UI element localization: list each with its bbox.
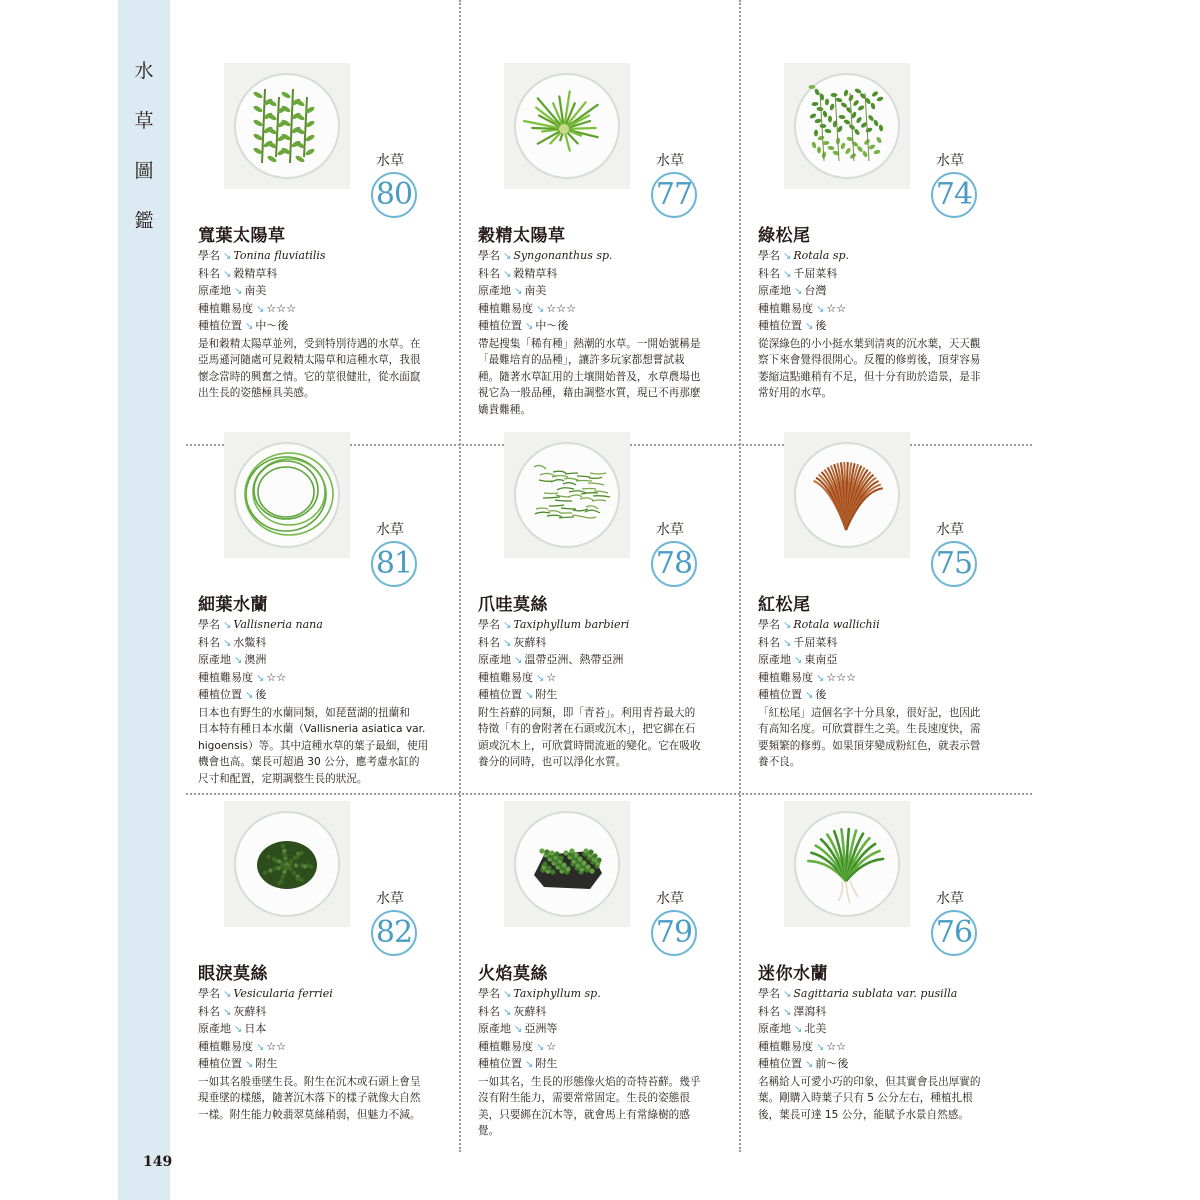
arrow-icon: ↘ bbox=[234, 286, 243, 297]
info-value: ☆☆☆ bbox=[826, 670, 856, 684]
plant-name: 綠松尾 bbox=[758, 226, 811, 246]
info-row bbox=[478, 301, 726, 319]
info-value: Rotala sp. bbox=[793, 249, 850, 262]
arrow-icon: ↘ bbox=[783, 268, 792, 280]
info-row bbox=[198, 1021, 446, 1039]
description-line: 視它為一般品種，藉由調整水質，現已不再那麼 bbox=[478, 387, 701, 399]
info-value: 附生 bbox=[255, 1057, 278, 1070]
red-feather-plant-icon bbox=[784, 432, 910, 558]
description-line: 亞馬遜河隨處可見穀精太陽草和這種水草，我很 bbox=[198, 354, 421, 366]
info-label: 學名 bbox=[478, 987, 500, 1000]
info-label: 原產地 bbox=[478, 1022, 511, 1035]
plant-name: 火焰莫絲 bbox=[478, 964, 548, 984]
info-value: ☆☆ bbox=[266, 1039, 287, 1053]
info-row bbox=[198, 1056, 446, 1074]
arrow-icon: ↘ bbox=[805, 321, 814, 332]
info-label: 科名 bbox=[478, 1004, 500, 1018]
plant-photo bbox=[504, 63, 630, 189]
info-value: 台灣 bbox=[804, 284, 827, 297]
description-line: 現垂墜的樣態，隨著沉木落下的樣子就像大自然 bbox=[198, 1092, 421, 1104]
plant-name: 迷你水蘭 bbox=[758, 964, 828, 984]
description-line: 養不良。 bbox=[758, 756, 801, 768]
info-row bbox=[758, 670, 1006, 688]
category-tag: 水草 bbox=[376, 153, 404, 169]
info-value: 灰蘚科 bbox=[513, 635, 547, 649]
arrow-icon: ↘ bbox=[503, 620, 512, 631]
description-line: 頭或沉木上，可欣賞時間流逝的變化。它在吸收 bbox=[478, 739, 701, 752]
info-value: ☆☆☆ bbox=[266, 301, 296, 315]
arrow-icon: ↘ bbox=[783, 989, 792, 1000]
arrow-icon: ↘ bbox=[503, 989, 512, 1000]
plant-name: 紅松尾 bbox=[758, 595, 811, 615]
info-value: 灰蘚科 bbox=[513, 1004, 547, 1018]
info-value: 附生 bbox=[535, 688, 558, 701]
info-label: 學名 bbox=[478, 618, 500, 631]
arrow-icon: ↘ bbox=[805, 690, 814, 701]
info-value: Taxiphyllum barbieri bbox=[513, 618, 630, 631]
info-value: 中～後 bbox=[255, 319, 289, 332]
plant-number: 82 bbox=[371, 910, 417, 956]
info-value: 千屈菜科 bbox=[793, 635, 838, 649]
info-label: 學名 bbox=[758, 249, 780, 262]
arrow-icon: ↘ bbox=[783, 637, 792, 649]
arrow-icon: ↘ bbox=[234, 655, 243, 666]
info-label: 種植位置 bbox=[758, 319, 802, 332]
arrow-icon: ↘ bbox=[256, 303, 265, 315]
plant-name: 爪哇莫絲 bbox=[478, 595, 548, 615]
info-label: 科名 bbox=[758, 1004, 780, 1018]
page-number: 149 bbox=[143, 1154, 173, 1170]
info-label: 科名 bbox=[758, 266, 780, 280]
arrow-icon: ↘ bbox=[525, 321, 534, 332]
plant-number: 78 bbox=[651, 541, 697, 587]
info-value: ☆ bbox=[546, 670, 557, 684]
description-line: 日本也有野生的水蘭同類，如琵琶湖的扭蘭和 bbox=[198, 706, 410, 719]
arrow-icon: ↘ bbox=[223, 251, 232, 262]
arrow-icon: ↘ bbox=[816, 672, 825, 684]
info-row bbox=[758, 266, 1006, 284]
info-row bbox=[198, 283, 446, 301]
category-tag: 水草 bbox=[936, 153, 964, 169]
arrow-icon: ↘ bbox=[503, 268, 512, 280]
plant-info bbox=[478, 986, 726, 1140]
info-value: 穀精草科 bbox=[513, 266, 558, 280]
info-label: 種植難易度 bbox=[198, 301, 253, 315]
arrow-icon: ↘ bbox=[805, 1059, 814, 1070]
info-value: Syngonanthus sp. bbox=[513, 249, 613, 262]
arrow-icon: ↘ bbox=[234, 1024, 243, 1035]
info-row bbox=[758, 1021, 1006, 1039]
info-row bbox=[478, 986, 726, 1004]
info-label: 學名 bbox=[478, 249, 500, 262]
arrow-icon: ↘ bbox=[525, 1059, 534, 1070]
category-tag: 水草 bbox=[656, 891, 684, 907]
description-line: 附生苔蘚的同類，即「青苔」。利用青苔最大的 bbox=[478, 706, 696, 719]
plant-name: 眼淚莫絲 bbox=[198, 964, 268, 984]
info-label: 種植難易度 bbox=[198, 670, 253, 684]
arrow-icon: ↘ bbox=[514, 286, 523, 297]
chapter-title-char: 草 bbox=[134, 110, 154, 132]
info-label: 原產地 bbox=[198, 653, 231, 666]
info-label: 原產地 bbox=[758, 1022, 791, 1035]
description-line: 葉。剛購入時葉子只有 5 公分左右，種植扎根 bbox=[758, 1092, 973, 1104]
info-row bbox=[758, 617, 1006, 635]
info-row bbox=[478, 1021, 726, 1039]
info-row bbox=[758, 1004, 1006, 1022]
info-value: 後 bbox=[815, 319, 827, 332]
info-label: 種植位置 bbox=[478, 319, 522, 332]
arrow-icon: ↘ bbox=[223, 637, 232, 649]
info-value: 千屈菜科 bbox=[793, 266, 838, 280]
info-label: 原產地 bbox=[478, 284, 511, 297]
info-label: 種植位置 bbox=[198, 319, 242, 332]
info-row bbox=[478, 687, 726, 705]
info-label: 科名 bbox=[478, 635, 500, 649]
info-row bbox=[758, 687, 1006, 705]
info-label: 科名 bbox=[198, 635, 220, 649]
arrow-icon: ↘ bbox=[536, 303, 545, 315]
info-row bbox=[478, 1056, 726, 1074]
info-label: 科名 bbox=[198, 1004, 220, 1018]
info-row bbox=[198, 986, 446, 1004]
description-line: 萎縮這點雖稍有不足，但十分有助於造景，是非 bbox=[758, 370, 981, 383]
info-row bbox=[198, 248, 446, 266]
plant-photo bbox=[784, 801, 910, 927]
description-line: 後，葉長可達 15 公分，能賦予水景自然感。 bbox=[758, 1108, 969, 1121]
info-value: 附生 bbox=[535, 1057, 558, 1070]
description-line: 常好用的水草。 bbox=[758, 387, 833, 399]
category-tag: 水草 bbox=[376, 522, 404, 538]
arrow-icon: ↘ bbox=[783, 1006, 792, 1018]
plant-number: 75 bbox=[931, 541, 977, 587]
plant-photo bbox=[504, 801, 630, 927]
info-row bbox=[478, 283, 726, 301]
plant-photo bbox=[224, 63, 350, 189]
grass-tuft-plant-icon bbox=[784, 801, 910, 927]
arrow-icon: ↘ bbox=[536, 672, 545, 684]
description-line: 日本特有種日本水蘭（Vallisneria asiatica var. bbox=[198, 723, 426, 735]
info-value: ☆☆☆ bbox=[546, 301, 576, 315]
info-value: 水鱉科 bbox=[233, 635, 267, 649]
info-value: Tonina fluviatilis bbox=[233, 249, 326, 262]
info-value: ☆☆ bbox=[266, 670, 287, 684]
arrow-icon: ↘ bbox=[245, 1059, 254, 1070]
info-label: 種植位置 bbox=[478, 688, 522, 701]
description-line: 特徵「有的會附著在石頭或沉木」，把它綁在石 bbox=[478, 723, 696, 735]
info-row bbox=[198, 1004, 446, 1022]
info-value: 澤瀉科 bbox=[793, 1004, 827, 1018]
info-row bbox=[478, 635, 726, 653]
info-label: 種植難易度 bbox=[478, 301, 533, 315]
plant-photo bbox=[784, 63, 910, 189]
info-row bbox=[758, 301, 1006, 319]
info-label: 科名 bbox=[198, 266, 220, 280]
plant-info bbox=[198, 986, 446, 1123]
plant-info bbox=[758, 248, 1006, 402]
category-tag: 水草 bbox=[656, 522, 684, 538]
plant-info bbox=[758, 986, 1006, 1123]
plant-number: 74 bbox=[931, 172, 977, 218]
info-row bbox=[478, 266, 726, 284]
info-value: 後 bbox=[815, 688, 827, 701]
arrow-icon: ↘ bbox=[783, 251, 792, 262]
info-label: 種植難易度 bbox=[198, 1039, 253, 1053]
bushy-stem-plant-icon bbox=[784, 63, 910, 189]
description-line: 有高知名度。可欣賞群生之美。生長速度快，需 bbox=[758, 723, 981, 735]
info-label: 學名 bbox=[758, 987, 780, 1000]
category-tag: 水草 bbox=[376, 891, 404, 907]
info-label: 種植難易度 bbox=[758, 1039, 813, 1053]
info-value: 北美 bbox=[804, 1022, 827, 1035]
info-value: 日本 bbox=[244, 1022, 267, 1035]
description-line: 嬌貴難種。 bbox=[478, 403, 531, 416]
column-divider bbox=[459, 0, 461, 1152]
moss-ball-icon bbox=[224, 801, 350, 927]
description-line: 從深綠色的小小挺水葉到清爽的沉水葉，天天觀 bbox=[758, 337, 981, 350]
plant-photo bbox=[784, 432, 910, 558]
info-row bbox=[198, 1039, 446, 1057]
chapter-title-char: 圖 bbox=[134, 160, 154, 182]
description-line: 一樣。附生能力較翡翠莫絲稍弱，但魅力不減。 bbox=[198, 1108, 421, 1121]
info-row bbox=[758, 635, 1006, 653]
info-value: ☆☆ bbox=[826, 1039, 847, 1053]
plant-info bbox=[478, 248, 726, 418]
plant-name: 寬葉太陽草 bbox=[198, 226, 286, 246]
info-value: 前～後 bbox=[815, 1057, 849, 1070]
description-line: 帶起搜集「稀有種」熱潮的水草。一開始號稱是 bbox=[478, 337, 701, 350]
info-label: 原產地 bbox=[198, 284, 231, 297]
arrow-icon: ↘ bbox=[783, 620, 792, 631]
coiled-grass-plant-icon bbox=[224, 432, 350, 558]
info-label: 學名 bbox=[198, 618, 220, 631]
info-value: Vesicularia ferriei bbox=[233, 987, 333, 1000]
info-row bbox=[478, 318, 726, 336]
arrow-icon: ↘ bbox=[223, 268, 232, 280]
upright-stem-plant-icon bbox=[224, 63, 350, 189]
arrow-icon: ↘ bbox=[514, 655, 523, 666]
info-value: ☆☆ bbox=[826, 301, 847, 315]
info-value: 後 bbox=[255, 688, 267, 701]
info-row bbox=[478, 670, 726, 688]
description-line: 懷念當時的興奮之情。它的莖很健壯，從水面竄 bbox=[198, 370, 421, 383]
description-line: 養分的同時，也可以淨化水質。 bbox=[478, 756, 627, 768]
description-line: 美，只要綁在沉木等，就會馬上有常綠樹的感 bbox=[478, 1108, 690, 1121]
info-label: 學名 bbox=[198, 249, 220, 262]
info-row bbox=[758, 318, 1006, 336]
info-row bbox=[478, 248, 726, 266]
arrow-icon: ↘ bbox=[794, 286, 803, 297]
info-row bbox=[478, 617, 726, 635]
info-value: Rotala wallichii bbox=[793, 618, 880, 631]
info-label: 學名 bbox=[758, 618, 780, 631]
arrow-icon: ↘ bbox=[536, 1041, 545, 1053]
arrow-icon: ↘ bbox=[514, 1024, 523, 1035]
description-line: 出生長的姿態極具美感。 bbox=[198, 387, 315, 399]
plant-photo bbox=[224, 801, 350, 927]
info-row bbox=[198, 301, 446, 319]
row-divider bbox=[186, 793, 1032, 795]
arrow-icon: ↘ bbox=[256, 672, 265, 684]
info-row bbox=[478, 1004, 726, 1022]
arrow-icon: ↘ bbox=[816, 303, 825, 315]
arrow-icon: ↘ bbox=[223, 1006, 232, 1018]
plant-info bbox=[198, 248, 446, 402]
description-line: 機會也高。葉長可超過 30 公分，應考慮水缸的 bbox=[198, 756, 420, 768]
arrow-icon: ↘ bbox=[256, 1041, 265, 1053]
info-label: 原產地 bbox=[478, 653, 511, 666]
info-label: 種植難易度 bbox=[478, 1039, 533, 1053]
category-tag: 水草 bbox=[936, 522, 964, 538]
loose-moss-icon bbox=[504, 432, 630, 558]
info-row bbox=[198, 652, 446, 670]
arrow-icon: ↘ bbox=[503, 1006, 512, 1018]
info-row bbox=[758, 986, 1006, 1004]
description-line: 覺。 bbox=[478, 1125, 500, 1137]
arrow-icon: ↘ bbox=[223, 620, 232, 631]
info-row bbox=[758, 248, 1006, 266]
arrow-icon: ↘ bbox=[503, 251, 512, 262]
description-line: 種。隨著水草缸用的土壤開始普及，水草農場也 bbox=[478, 370, 701, 383]
info-value: ☆ bbox=[546, 1039, 557, 1053]
plant-info bbox=[198, 617, 446, 787]
arrow-icon: ↘ bbox=[794, 655, 803, 666]
description-line: 一如其名，生長的形態像火焰的奇特苔蘚。幾乎 bbox=[478, 1075, 701, 1088]
info-label: 學名 bbox=[198, 987, 220, 1000]
info-label: 種植位置 bbox=[478, 1057, 522, 1070]
info-row bbox=[198, 670, 446, 688]
arrow-icon: ↘ bbox=[223, 989, 232, 1000]
info-value: 澳洲 bbox=[244, 653, 267, 666]
info-row bbox=[758, 283, 1006, 301]
info-row bbox=[198, 318, 446, 336]
column-divider bbox=[739, 0, 741, 1152]
info-label: 種植位置 bbox=[758, 1057, 802, 1070]
chapter-title-char: 水 bbox=[134, 60, 154, 82]
arrow-icon: ↘ bbox=[794, 1024, 803, 1035]
plant-number: 79 bbox=[651, 910, 697, 956]
description-line: 名稱給人可愛小巧的印象，但其實會長出厚實的 bbox=[758, 1075, 981, 1088]
description-line: 「紅松尾」這個名字十分具象，很好記，也因此 bbox=[758, 706, 981, 719]
chapter-title bbox=[118, 58, 170, 258]
info-value: 東南亞 bbox=[804, 653, 838, 666]
arrow-icon: ↘ bbox=[245, 321, 254, 332]
info-label: 種植難易度 bbox=[478, 670, 533, 684]
plant-name: 穀精太陽草 bbox=[478, 226, 566, 246]
info-row bbox=[758, 1039, 1006, 1057]
description-line: 是和穀精太陽草並列，受到特別待遇的水草。在 bbox=[198, 337, 421, 350]
info-value: Taxiphyllum sp. bbox=[513, 987, 601, 1000]
arrow-icon: ↘ bbox=[503, 637, 512, 649]
info-value: 南美 bbox=[524, 284, 547, 297]
arrow-icon: ↘ bbox=[245, 690, 254, 701]
info-label: 種植位置 bbox=[198, 1057, 242, 1070]
info-label: 種植難易度 bbox=[758, 670, 813, 684]
info-row bbox=[478, 652, 726, 670]
info-label: 種植難易度 bbox=[758, 301, 813, 315]
info-label: 種植位置 bbox=[198, 688, 242, 701]
rosette-plant-icon bbox=[504, 63, 630, 189]
info-label: 原產地 bbox=[758, 284, 791, 297]
info-row bbox=[758, 652, 1006, 670]
arrow-icon: ↘ bbox=[816, 1041, 825, 1053]
info-label: 原產地 bbox=[198, 1022, 231, 1035]
moss-on-stone-icon bbox=[504, 801, 630, 927]
description-line: 沒有附生能力，需要常常固定。生長的姿態很 bbox=[478, 1092, 690, 1104]
description-line: higoensis）等。其中這種水草的葉子最細，使用 bbox=[198, 739, 429, 752]
info-value: Vallisneria nana bbox=[233, 618, 323, 631]
plant-number: 76 bbox=[931, 910, 977, 956]
category-tag: 水草 bbox=[936, 891, 964, 907]
info-label: 種植位置 bbox=[758, 688, 802, 701]
info-value: 亞洲等 bbox=[524, 1022, 558, 1035]
chapter-title-char: 鑑 bbox=[134, 210, 154, 232]
info-row bbox=[758, 1056, 1006, 1074]
plant-info bbox=[478, 617, 726, 771]
info-row bbox=[198, 635, 446, 653]
info-value: 溫帶亞洲、熱帶亞洲 bbox=[524, 653, 624, 666]
plant-number: 80 bbox=[371, 172, 417, 218]
description-line: 尺寸和配置，定期調整生長的狀況。 bbox=[198, 772, 368, 785]
plant-photo bbox=[224, 432, 350, 558]
info-value: 穀精草科 bbox=[233, 266, 278, 280]
plant-number: 77 bbox=[651, 172, 697, 218]
description-line: 一如其名般垂墜生長。附生在沉木或石頭上會呈 bbox=[198, 1075, 421, 1088]
info-row bbox=[198, 266, 446, 284]
info-row bbox=[198, 617, 446, 635]
description-line: 「最難培育的品種」，讓許多玩家都想嘗試栽 bbox=[478, 354, 685, 366]
plant-info bbox=[758, 617, 1006, 771]
info-value: Sagittaria sublata var. pusilla bbox=[793, 987, 958, 1000]
info-label: 科名 bbox=[478, 266, 500, 280]
info-label: 原產地 bbox=[758, 653, 791, 666]
info-value: 灰蘚科 bbox=[233, 1004, 267, 1018]
description-line: 察下來會覺得很開心。反覆的修剪後，頂芽容易 bbox=[758, 354, 981, 366]
category-tag: 水草 bbox=[656, 153, 684, 169]
info-row bbox=[478, 1039, 726, 1057]
info-value: 中～後 bbox=[535, 319, 569, 332]
arrow-icon: ↘ bbox=[525, 690, 534, 701]
info-value: 南美 bbox=[244, 284, 267, 297]
plant-number: 81 bbox=[371, 541, 417, 587]
plant-photo bbox=[504, 432, 630, 558]
info-row bbox=[198, 687, 446, 705]
plant-name: 細葉水蘭 bbox=[198, 595, 268, 615]
info-label: 科名 bbox=[758, 635, 780, 649]
description-line: 要頻繁的修剪。如果頂芽變成粉紅色，就表示營 bbox=[758, 739, 981, 752]
